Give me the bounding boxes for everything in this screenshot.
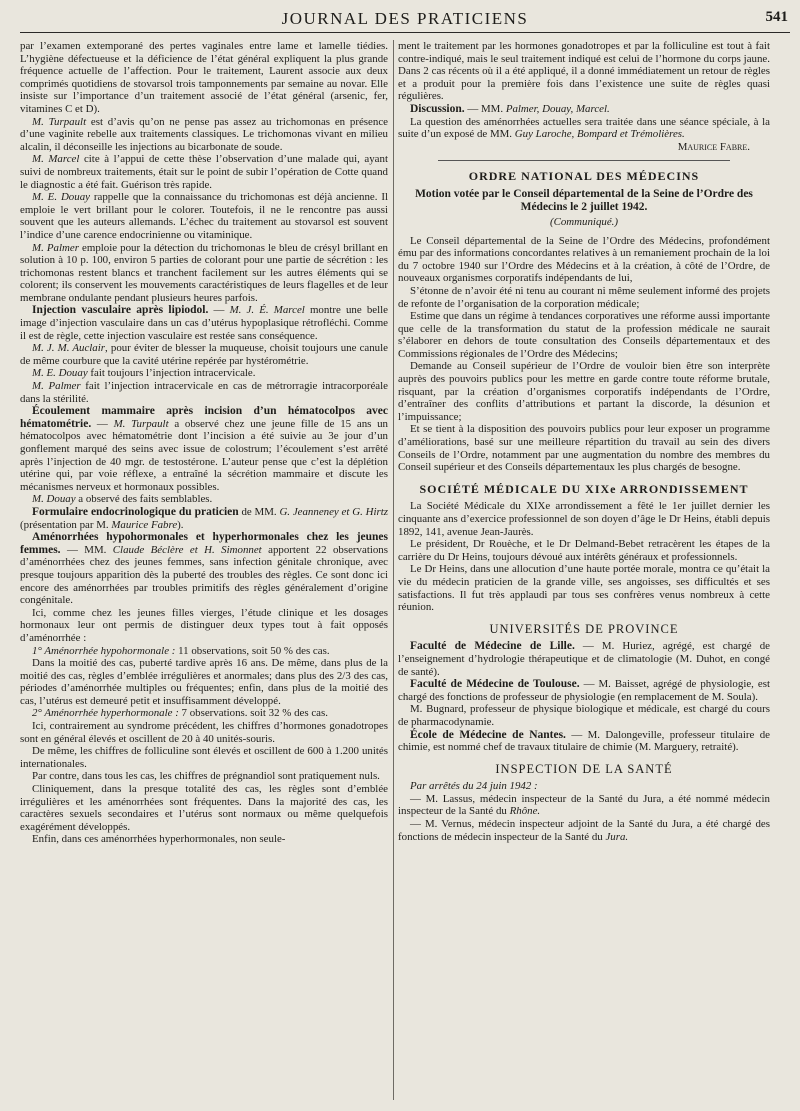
paragraph: La question des aménorrhées actuelles sera traitée dans une séance spéciale, à la suite d’un exposé de MM. Guy Laroche, Bompard et Trémolières. xyxy=(398,115,770,141)
paragraph: Ici, contrairement au syndrome précédent, les chiffres d’hormones gonadotropes sont en général élevés et oscillent de 20 à 40 unités-souris. xyxy=(20,720,388,745)
paragraph: Faculté de Médecine de Toulouse. — M. Baisset, agrégé de physiologie, est chargé des fonctions de professeur de physiologie (en remplacement de M. Soula). xyxy=(398,678,770,703)
paragraph: M. E. Douay fait toujours l’injection intracervicale. xyxy=(32,367,256,380)
paragraph: Demande au Conseil supérieur de l’Ordre de vouloir bien être son interprète auprès des pouvoirs publics pour les mettre en garde contre toute réforme brutale, risquant, par la création d’organismes corporatifs indépendants de l’Ordre, d’entraîner des conflits d’attributions et partant la discorde, la désunion et l’impuissance; xyxy=(398,360,770,423)
paragraph: Par arrêtés du 24 juin 1942 : xyxy=(410,780,538,793)
page-number: 541 xyxy=(765,9,788,25)
section-heading-universites: UNIVERSITÉS DE PROVINCE xyxy=(489,621,679,636)
paragraph: La Société Médicale du XIXe arrondissement a fêté le 1er juillet dernier les cinquante ans d’exercice professionnel de son doyen d’âge le Dr Heins, établi depuis 1892, 141, avenue Jean-Jaurès. xyxy=(398,500,770,538)
paragraph: Injection vasculaire après lipiodol. — M. J. É. Marcel montre une belle image d’injection vasculaire dans un cas d’utérus hypoplasique rétrofléchi. Comme il est de règle, cette injection vasculaire est restée sans conséquence. xyxy=(20,304,388,342)
paragraph: Le Conseil départemental de la Seine de l’Ordre des Médecins, profondément ému par des informations concordantes relatives à un remaniement prochain de la loi du 7 octobre 1940 sur l’Ordre des Médecins et à la création, à côté de l’Ordre, de nouveaux organismes corporatifs indépendants de lui, xyxy=(398,234,770,285)
paragraph: M. Palmer fait l’injection intracervicale en cas de métrorragie intracorporéale dans la stérilité. xyxy=(20,380,388,405)
report-title: Écoulement mammaire après incision d’un hématocolpos avec hématométrie. xyxy=(20,405,388,430)
paragraph: Estime que dans un régime à tendances corporatives une réforme aussi importante que celle de la transformation du statut de la profession médicale ne saurait s’élaborer en dehors de toute consultation des Conseils départementaux et des Commissions régionales de l’Ordre des Médecins; xyxy=(398,310,770,360)
paragraph: M. Marcel cite à l’appui de cette thèse l’observation d’une malade qui, ayant suivi de nombreux traitements, était sur le point de subir l’opération de Cotte quand le diagnostic a été fait. Guérison très rapide. xyxy=(20,153,388,191)
paragraph: Aménorrhées hypohormonales et hyperhormonales chez les jeunes femmes. — MM. Claude Béclère et H. Simonnet apportent 22 observations d’aménorrhées chez des jeunes femmes, sans infection génitale chronique, avec presque toujours apparition dès la puberté des troubles des règles. Ce sont donc ici encore des aménorrhées par troubles primitifs des règles généralement d’origine congénitale. xyxy=(20,531,388,607)
author-signature: Maurice Fabre. xyxy=(677,140,750,153)
paragraph: Le Dr Heins, dans une allocution d’une haute portée morale, montra ce qu’était la vie du médecin praticien de la grande ville, ses angoisses, ses difficultés et ses satisfactions. Il fut très applaudi par tous ses confrères venus nombreux à cette réunion. xyxy=(398,563,770,614)
paragraph: Discussion. — MM. Palmer, Douay, Marcel. xyxy=(410,102,610,115)
report-title: Aménorrhées hypohormonales et hyperhormonales chez les jeunes femmes. xyxy=(20,531,388,556)
communique-label: (Communiqué.) xyxy=(549,215,619,228)
paragraph: École de Médecine de Nantes. — M. Dalongeville, professeur titulaire de chimie, est nommé chef de travaux titulaire de chimie (M. Marguery, retraité). xyxy=(398,728,770,754)
paragraph: M. Palmer emploie pour la détection du trichomonas le bleu de crésyl brillant en solution à 10 p. 100, environ 5 parties de colorant pour une partie de sécrétion : les trichomonas restent blancs et tranchent facilement sur les autres éléments qui se colorent; ils conservent les mouvements caractéristiques de leurs flagelles et de leur membrane ondulante pendant plusieurs heures parfois. xyxy=(20,241,388,304)
column-divider xyxy=(393,40,394,1100)
report-title: Discussion. xyxy=(410,102,465,115)
paragraph: Formulaire endocrinologique du praticien de MM. G. Jeanneney et G. Hirtz (présentation par M. Maurice Fabre). xyxy=(20,505,388,531)
running-title: JOURNAL DES PRATICIENS xyxy=(281,9,529,28)
paragraph: M. Bugnard, professeur de physique biologique et médicale, est chargé du cours de pharmacodynamie. xyxy=(398,703,770,728)
section-rule xyxy=(438,160,730,161)
paragraph: Ici, comme chez les jeunes filles vierges, l’étude clinique et les dosages hormonaux leur ont permis de distinguer deux types tout à fait opposés d’aménorrhée : xyxy=(20,606,388,644)
paragraph: M. E. Douay rappelle que la connaissance du trichomonas est déjà ancienne. Il emploie le vert brillant pour le colorer. Toutefois, il ne le rencontre pas aussi souvent que les auteurs allemands. L’échec du traitement au stovarsol est souvent l’indice d’une carence endocrinienne ou vitaminique. xyxy=(20,191,388,241)
paragraph: Par contre, dans tous les cas, les chiffres de prégnandiol sont pratiquement nuls. xyxy=(32,770,380,783)
report-title: École de Médecine de Nantes. xyxy=(410,728,566,741)
paragraph: — M. Vernus, médecin inspecteur adjoint de la Santé du Jura, a été chargé des fonctions de médecin inspecteur de la Santé du Jura. xyxy=(398,818,770,843)
paragraph: De même, les chiffres de folliculine sont élevés et oscillent de 600 à 1.200 unités internationales. xyxy=(20,745,388,770)
running-header xyxy=(20,6,790,33)
report-title: Faculté de Médecine de Toulouse. xyxy=(410,678,580,691)
paragraph: Écoulement mammaire après incision d’un hématocolpos avec hématométrie. — M. Turpault a observé chez une jeune fille de 15 ans un hématocolpos avec hématométrie dont l’incision a été suivie au 3e jour d’un gonflement marqué des seins avec issue de colostrum; l’écoulement s’est arrêté après l’injection de 40 mgr. de testostérone. L’auteur pense que c’est la déplétion utérine qui, par voie réflexe, a entraîné la sécrétion mammaire et discute les mécanismes nerveux et hormonaux possibles. xyxy=(20,405,388,493)
report-title: Faculté de Médecine de Lille. xyxy=(410,640,575,653)
paragraph: 1° Aménorrhée hypohormonale : 11 observations, soit 50 % des cas. xyxy=(32,644,330,657)
paragraph: par l’examen extemporané des pertes vaginales entre lame et lamelle tiédies. L’hygiène défectueuse et la déficience de l’état général expliquent la plus grande fréquence actuelle de l’affection. Pour le traitement, Laurent associe aux deux comprimés quotidiens de stovarsol trois tamponnements par semaine au novar. Elle insiste sur l’importance d’un traitement associé de l’état général (arsenic, fer, vitamines C et D). xyxy=(20,40,388,115)
right-column xyxy=(398,40,770,1106)
paragraph: Faculté de Médecine de Lille. — M. Huriez, agrégé, est chargé de l’enseignement d’hydrologie thérapeutique et de climatologie (M. Duhot, en congé de santé). xyxy=(398,640,770,678)
section-heading-societe: SOCIÉTÉ MÉDICALE DU XIXe ARRONDISSEMENT xyxy=(419,481,749,496)
section-heading-ordre: ORDRE NATIONAL DES MÉDECINS xyxy=(468,169,700,184)
paragraph: ment le traitement par les hormones gonadotropes et par la folliculine est tout à fait contre-indiqué, mais le seul traitement indiqué est celui de l’hormone du corps jaune. Dans 2 cas récents où il a été appliqué, il a donné immédiatement un retour de règles et a produit pour la première fois dans l’existence une suite de règles quasi régulières. xyxy=(398,40,770,103)
paragraph: M. Douay a observé des faits semblables. xyxy=(32,493,213,506)
paragraph: Et se tient à la disposition des pouvoirs publics pour leur exposer un programme d’améliorations, basé sur une meilleure répartition du travail au sein des divers Conseils de l’Ordre, notamment par une augmentation du nombre des membres du Conseil supérieur et des Conseils départementaux les plus chargés de besogne. xyxy=(398,423,770,474)
report-title: Injection vasculaire après lipiodol. xyxy=(32,304,209,317)
paragraph: Le président, Dr Rouèche, et le Dr Delmand-Bebet retracèrent les étapes de la carrière du Dr Heins, toujours dévoué aux intérêts généraux et professionnels. xyxy=(398,538,770,563)
paragraph: S’étonne de n’avoir été ni tenu au courant ni même seulement informé des projets de refonte de l’organisation de la corporation médicale; xyxy=(398,284,770,310)
motion-title: Motion votée par le Conseil départemental de la Seine de l’Ordre des Médecins le 2 juillet 1942. xyxy=(415,187,753,213)
paragraph: Dans la moitié des cas, puberté tardive après 16 ans. De même, dans plus de la moitié des cas, règles d’emblée irrégulières et anormales; dans plus des 2/3 des cas, périodes d’aménorrhée multiples ou fréquentes; enfin, dans plus de la moitié des cas, l’utérus est demeuré petit et insuffisamment développé. xyxy=(20,657,388,707)
paragraph: Enfin, dans ces aménorrhées hyperhormonales, non seule- xyxy=(32,833,286,846)
paragraph: M. J. M. Auclair, pour éviter de blesser la muqueuse, choisit toujours une canule de même courbure que la cavité utérine repérée par hystérométrie. xyxy=(20,342,388,367)
section-heading-inspection: INSPECTION DE LA SANTÉ xyxy=(495,761,673,776)
paragraph: Cliniquement, dans la presque totalité des cas, les règles sont d’emblée irrégulières et les aménorrhées sont fréquentes. Dans la majorité des cas, les caractères sexuels secondaires et l’utérus sont normaux ou même quelquefois exagérément développés. xyxy=(20,783,388,833)
paragraph: M. Turpault est d’avis qu’on ne pense pas assez au trichomonas en présence d’une vaginite rebelle aux traitements classiques. Le trichomonas vivant en milieu alcalin, il déconseille les injections au bicarbonate de soude. xyxy=(20,115,388,153)
paragraph: — M. Lassus, médecin inspecteur de la Santé du Jura, a été nommé médecin inspecteur de la Santé du Rhône. xyxy=(398,792,770,818)
paragraph: 2° Aménorrhée hyperhormonale : 7 observations. soit 32 % des cas. xyxy=(32,707,328,720)
report-title: Formulaire endocrinologique du praticien xyxy=(32,505,239,518)
left-column xyxy=(20,40,388,1106)
